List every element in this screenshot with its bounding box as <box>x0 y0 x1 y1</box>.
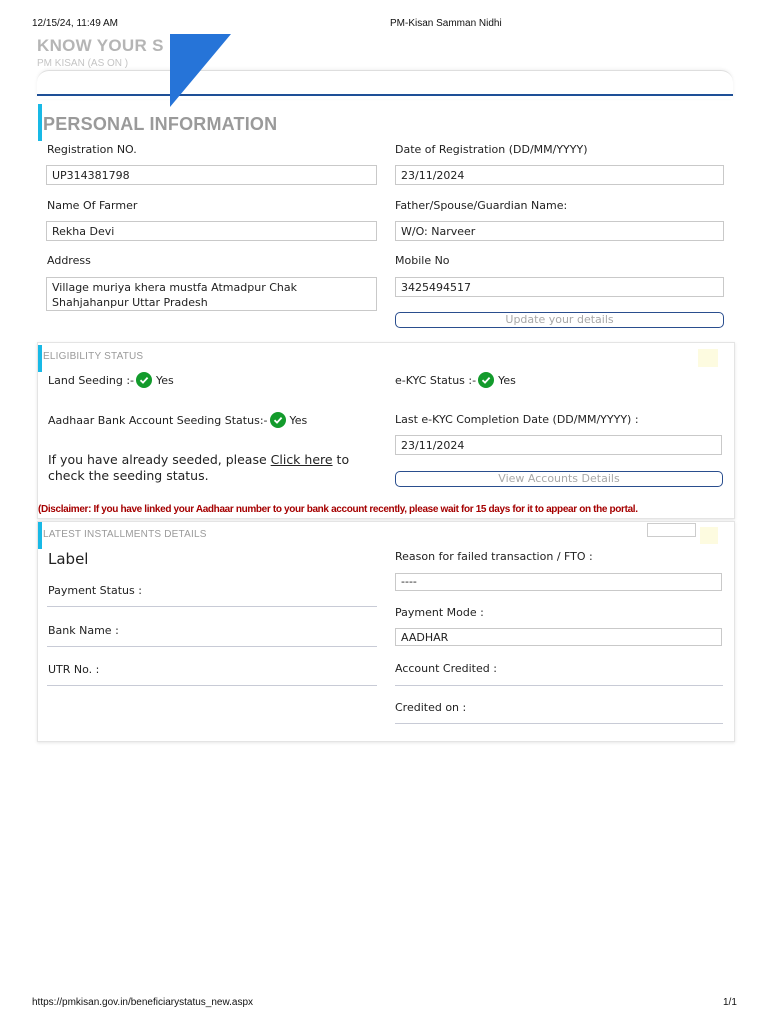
eligibility-panel <box>37 342 735 519</box>
print-page-number: 1/1 <box>723 997 737 1008</box>
failed-reason-label: Reason for failed transaction / FTO : <box>395 550 593 563</box>
credited-on-underline <box>395 723 723 724</box>
disclaimer-text: (Disclaimer: If you have linked your Aadhaar number to your bank account recently, please wait for 15 days for it to appear on the portal. <box>38 504 638 515</box>
update-details-button[interactable]: Update your details <box>395 312 724 328</box>
seeding-text-post: to check the seeding status. <box>48 452 350 483</box>
failed-reason-field: ---- <box>395 573 722 591</box>
print-url: https://pmkisan.gov.in/beneficiarystatus_new.aspx <box>32 997 254 1008</box>
check-circle-icon <box>136 372 152 388</box>
last-ekyc-label: Last e-KYC Completion Date (DD/MM/YYYY) : <box>395 413 639 426</box>
installments-accent-bar <box>38 522 42 549</box>
account-credited-label: Account Credited : <box>395 662 497 675</box>
eligibility-accent-bar <box>38 345 42 372</box>
aadhaar-seeding-row <box>48 412 307 428</box>
corner-ribbon-icon <box>170 34 231 107</box>
ekyc-value: Yes <box>498 373 516 387</box>
aadhaar-seeding-value: Yes <box>289 413 308 427</box>
land-seeding-row <box>48 372 174 388</box>
utr-underline <box>47 685 377 686</box>
seeding-text-pre: If you have already seeded, please <box>48 452 271 467</box>
aadhaar-seeding-label: Aadhaar Bank Account Seeding Status:- <box>48 413 268 427</box>
registration-no-field: UP314381798 <box>46 165 377 185</box>
address-field: Village muriya khera mustfa Atmadpur Chak Shahjahanpur Uttar Pradesh <box>46 277 377 311</box>
farmer-name-label: Name Of Farmer <box>47 199 138 212</box>
yellow-placeholder-2 <box>700 527 718 544</box>
mobile-field: 3425494517 <box>395 277 724 297</box>
account-credited-underline <box>395 685 723 686</box>
payment-mode-field: AADHAR <box>395 628 722 646</box>
bank-name-underline <box>47 646 377 647</box>
payment-mode-label: Payment Mode : <box>395 606 484 619</box>
small-empty-box <box>647 523 696 537</box>
registration-date-label: Date of Registration (DD/MM/YYYY) <box>395 143 588 156</box>
payment-status-underline <box>47 606 377 607</box>
utr-label: UTR No. : <box>48 663 100 676</box>
eligibility-heading: ELIGIBILITY STATUS <box>43 351 144 362</box>
payment-status-label: Payment Status : <box>48 584 142 597</box>
yellow-placeholder <box>698 349 718 367</box>
registration-date-field: 23/11/2024 <box>395 165 724 185</box>
last-ekyc-date-field: 23/11/2024 <box>395 435 722 455</box>
mobile-label: Mobile No <box>395 254 450 267</box>
label-heading: Label <box>48 550 89 568</box>
print-page-title: PM-Kisan Samman Nidhi <box>390 18 502 29</box>
click-here-link[interactable]: Click here <box>270 452 333 467</box>
farmer-name-field: Rekha Devi <box>46 221 377 241</box>
section-accent-bar <box>38 104 42 141</box>
land-seeding-value: Yes <box>156 373 174 387</box>
check-circle-icon <box>270 412 286 428</box>
credited-on-label: Credited on : <box>395 701 467 714</box>
registration-no-label: Registration NO. <box>47 143 137 156</box>
banner-title: KNOW YOUR S <box>37 36 164 55</box>
view-accounts-button[interactable]: View Accounts Details <box>395 471 723 487</box>
guardian-name-label: Father/Spouse/Guardian Name: <box>395 199 568 212</box>
seeding-status-text <box>48 452 378 484</box>
print-datetime: 12/15/24, 11:49 AM <box>32 18 118 29</box>
address-label: Address <box>47 254 91 267</box>
land-seeding-label: Land Seeding :- <box>48 373 135 387</box>
ekyc-row <box>395 372 516 388</box>
bank-name-label: Bank Name : <box>48 624 119 637</box>
guardian-name-field: W/O: Narveer <box>395 221 724 241</box>
installments-heading: LATEST INSTALLMENTS DETAILS <box>43 529 207 540</box>
check-circle-icon <box>478 372 494 388</box>
brand-divider <box>37 94 733 96</box>
ekyc-label: e-KYC Status :- <box>395 373 477 387</box>
personal-info-heading: PERSONAL INFORMATION <box>43 114 278 134</box>
banner-subtitle: PM KISAN (AS ON ) <box>37 58 129 69</box>
